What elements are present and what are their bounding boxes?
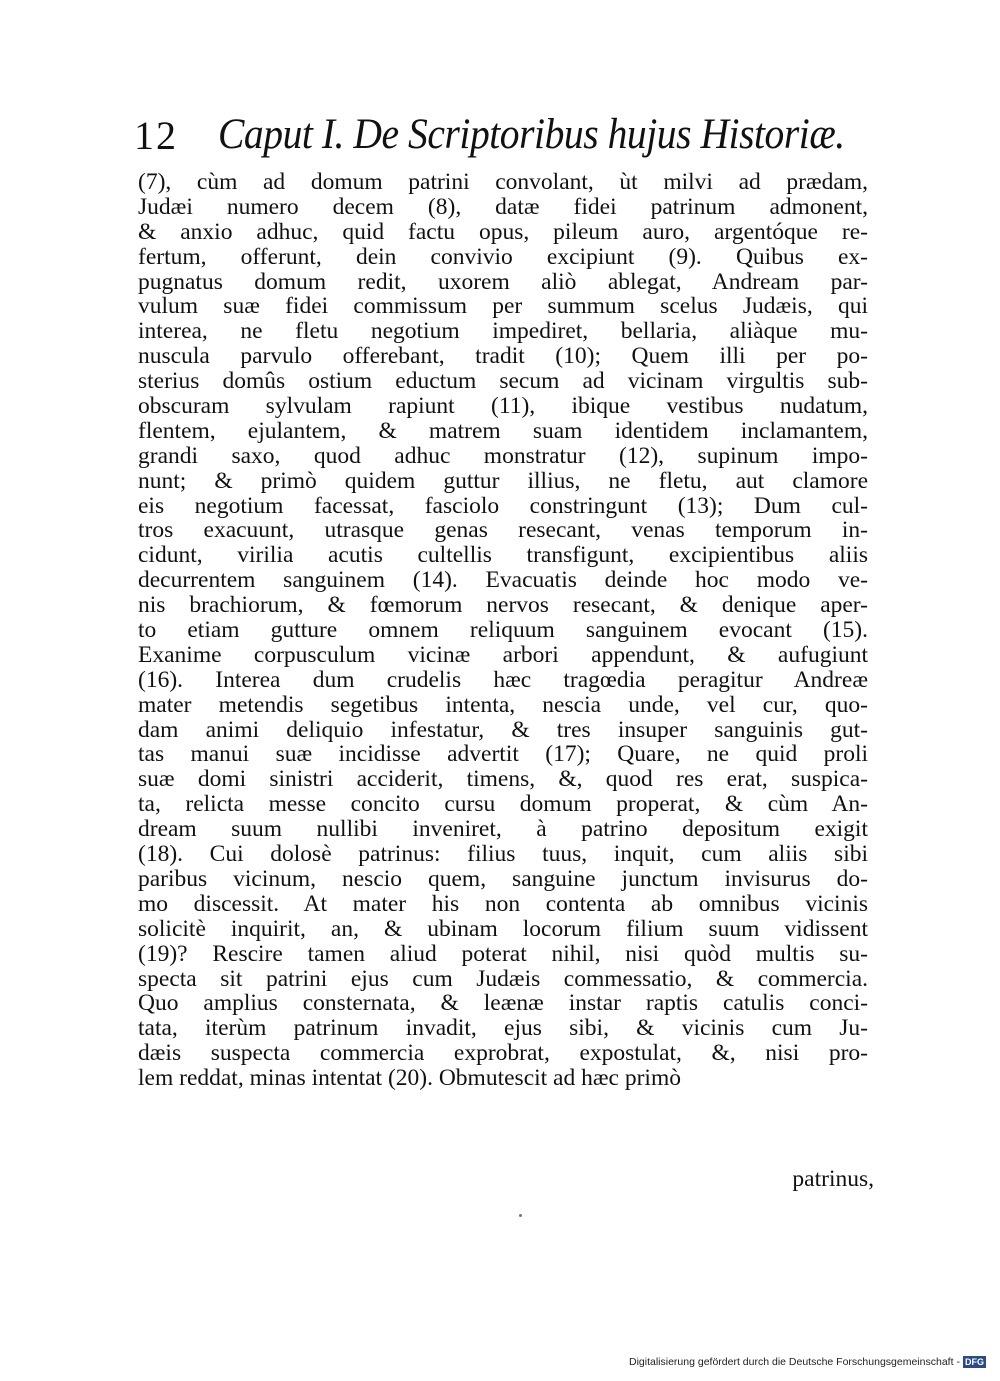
text-line: ta, relicta messe concito cursu domum properat, & cùm An- <box>138 792 868 818</box>
footer-separator: - <box>956 1356 960 1368</box>
text-line: tros exacuunt, utrasque genas resecant, venas temporum in- <box>138 518 868 544</box>
text-line: (7), cùm ad domum patrini convolant, ùt milvi ad prædam, <box>138 170 868 195</box>
text-line: grandi saxo, quod adhuc monstratur (12), supinum impo- <box>138 443 868 469</box>
catchword: patrinus, <box>792 1166 874 1192</box>
text-line: nunt; & primò quidem guttur illius, ne fletu, aut clamore <box>138 468 868 494</box>
page-title: Caput I. De Scriptoribus hujus Historiæ. <box>218 111 845 158</box>
text-line: to etiam gutture omnem reliquum sanguinem evocant (15). <box>138 618 868 643</box>
text-line: pugnatus domum redit, uxorem aliò ablegat, Andream par- <box>138 269 868 295</box>
text-line: suæ domi sinistri acciderit, timens, &, quod res erat, suspica- <box>138 767 868 793</box>
text-line: specta sit patrini ejus cum Judæis commessatio, & commercia. <box>138 966 868 992</box>
text-line: solicitè inquirit, an, & ubinam locorum filium suum vidissent <box>138 916 868 942</box>
body-text <box>138 170 868 1091</box>
text-line: Judæi numero decem (8), datæ fidei patrinum admonent, <box>138 194 868 220</box>
text-line: eis negotium facessat, fasciolo constringunt (13); Dum cul- <box>138 493 868 519</box>
text-line: obscuram sylvulam rapiunt (11), ibique vestibus nudatum, <box>138 394 868 419</box>
text-line: decurrentem sanguinem (14). Evacuatis deinde hoc modo ve- <box>138 568 868 594</box>
text-line: dam animi deliquio infestatur, & tres insuper sanguinis gut- <box>138 717 868 743</box>
dfg-logo: DFG <box>965 1357 984 1367</box>
text-line: interea, ne fletu negotium impediret, bellaria, aliàque mu- <box>138 319 868 345</box>
text-line: Exanime corpusculum vicinæ arbori appendunt, & aufugiunt <box>138 642 868 668</box>
text-line: nis brachiorum, & fœmorum nervos resecant, & denique aper- <box>138 593 868 619</box>
text-line: cidunt, virilia acutis cultellis transfigunt, excipientibus aliis <box>138 543 868 569</box>
text-line: (16). Interea dum crudelis hæc tragœdia peragitur Andreæ <box>138 667 868 693</box>
text-line: tata, iterùm patrinum invadit, ejus sibi, & vicinis cum Ju- <box>138 1016 868 1042</box>
footer-credit <box>629 1355 986 1369</box>
text-line: Quo amplius consternata, & leænæ instar raptis catulis conci- <box>138 991 868 1017</box>
text-line: sterius domûs ostium eductum secum ad vicinam virgultis sub- <box>138 369 868 395</box>
text-line: lem reddat, minas intentat (20). Obmutescit ad hæc primò <box>138 1066 681 1091</box>
text-line: (18). Cui dolosè patrinus: filius tuus, inquit, cum aliis sibi <box>138 842 868 867</box>
text-line: vulum suæ fidei commissum per summum scelus Judæis, qui <box>138 294 868 320</box>
text-line: paribus vicinum, nescio quem, sanguine junctum invisurus do- <box>138 866 868 892</box>
scan-speck <box>519 1214 522 1217</box>
text-line: (19)? Rescire tamen aliud poterat nihil, nisi quòd multis su- <box>138 941 868 967</box>
page-number: 12 <box>134 113 178 158</box>
text-line: mater metendis segetibus intenta, nescia unde, vel cur, quo- <box>138 692 868 718</box>
text-line: dæis suspecta commercia exprobrat, expostulat, &, nisi pro- <box>138 1041 868 1067</box>
text-line: flentem, ejulantem, & matrem suam identidem inclamantem, <box>138 418 868 444</box>
text-line: tas manui suæ incidisse advertit (17); Quare, ne quid proli <box>138 742 868 768</box>
text-line: & anxio adhuc, quid factu opus, pileum auro, argentóque re- <box>138 219 868 245</box>
text-line: dream suum nullibi inveniret, à patrino depositum exigit <box>138 817 868 843</box>
running-head <box>134 108 874 160</box>
text-line: mo discessit. At mater his non contenta ab omnibus vicinis <box>138 891 868 917</box>
text-line: nuscula parvulo offerebant, tradit (10); Quem illi per po- <box>138 344 868 370</box>
funding-credit-text: Digitalisierung gefördert durch die Deutsche Forschungsgemeinschaft <box>628 1356 954 1368</box>
text-line: fertum, offerunt, dein convivio excipiunt (9). Quibus ex- <box>138 244 868 270</box>
